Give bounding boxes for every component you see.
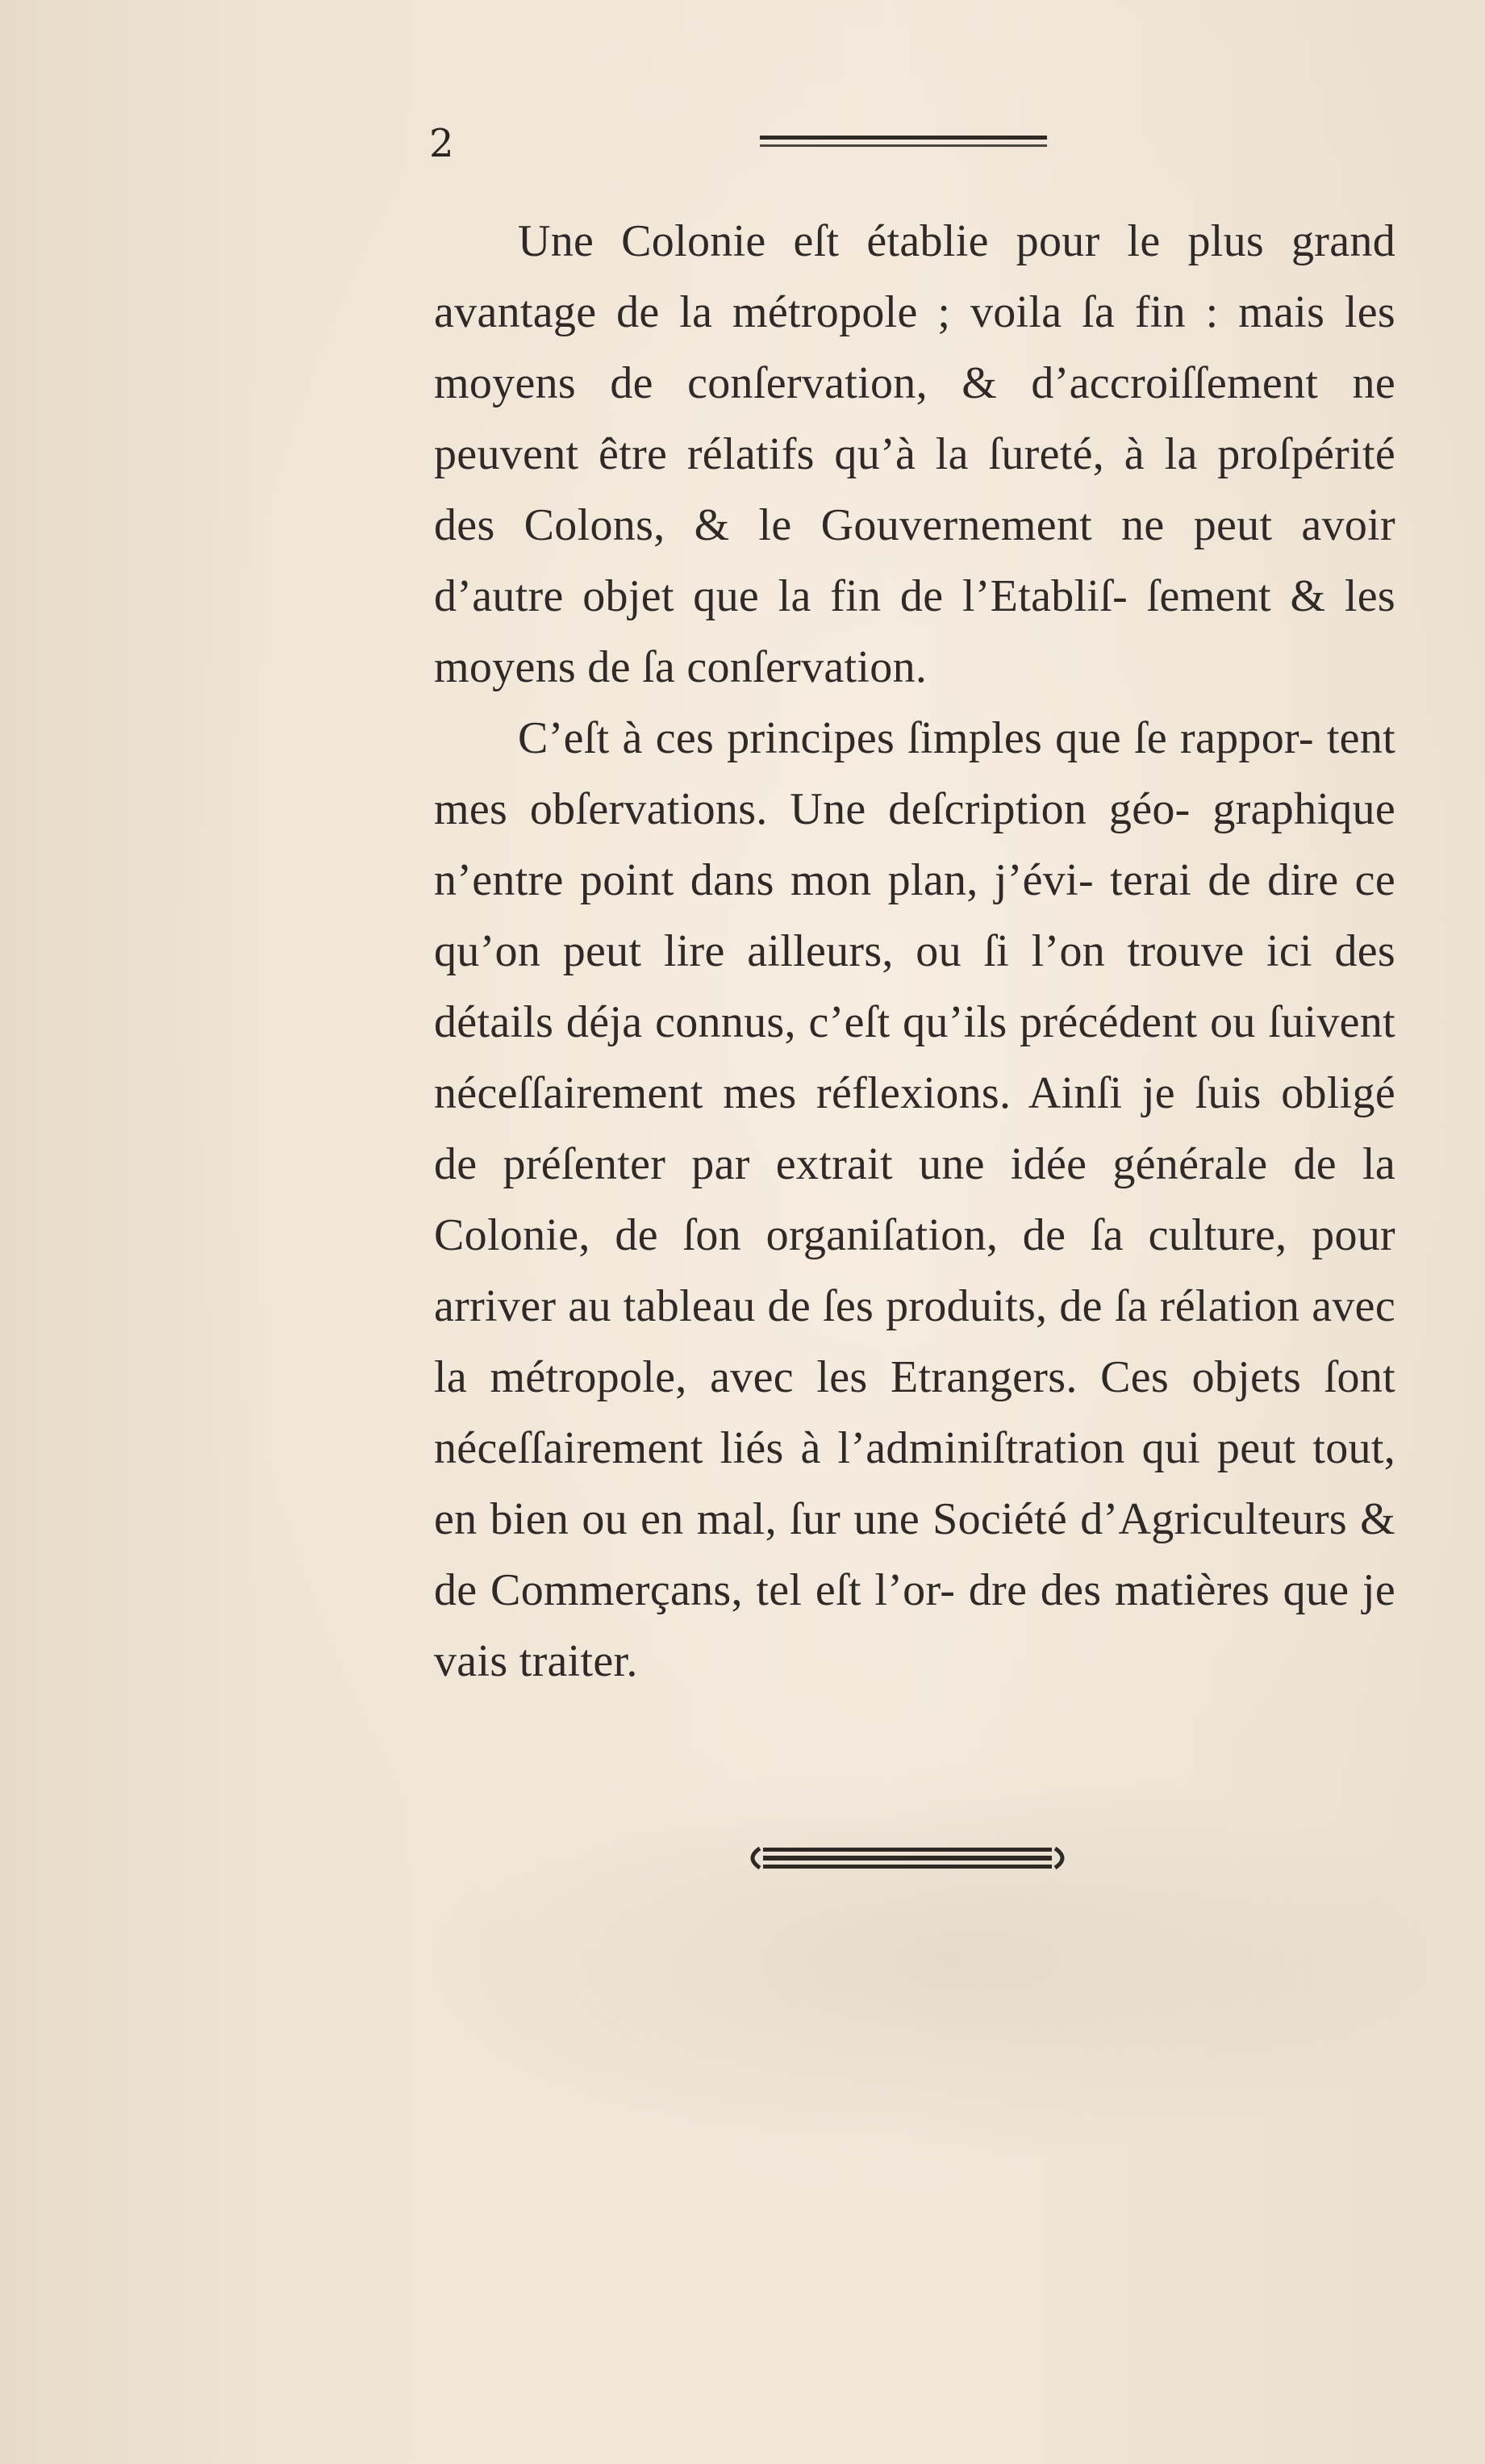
end-ornament-icon — [742, 1840, 1073, 1877]
header-rule-bar — [760, 144, 1047, 147]
page-number: 2 — [429, 121, 454, 166]
header-rule — [760, 136, 1047, 152]
text-block — [434, 206, 1395, 1697]
show-through-shadow — [419, 1759, 1468, 2162]
paragraph-1: Une Colonie eſt établie pour le plus grand avantage de la métropole ; voila ſa fin : mais les moyens de conſervation, & d’accroiſſement ne peuvent être rélatifs qu’à la ſureté, à la proſpérité des Colons, & le Gouvernement ne peut avoir d’autre objet que la fin de l’Etabliſ- ſement & les moyens de ſa conſervation. — [434, 216, 1395, 692]
header-rule-bar — [760, 136, 1047, 140]
paragraph-2: C’eſt à ces principes ſimples que ſe rappor- tent mes obſervations. Une deſcription géo- graphique n’entre point dans mon plan, j’évi- terai de dire ce qu’on peut lire ailleurs, ou ſi l’on trouve ici des détails déja connus, c’eſt qu’ils précédent ou ſuivent néceſſairement mes réflexions. Ainſi je ſuis obligé de préſenter par extrait une idée générale de la Colonie, de ſon organiſation, de ſa culture, pour arriver au tableau de ſes produits, de ſa rélation avec la métropole, avec les Etrangers. Ces objets ſont néceſſairement liés à l’adminiſtration qui peut tout, en bien ou en mal, ſur une Société d’Agriculteurs & de Commerçans, tel eſt l’or- dre des matières que je vais traiter. — [434, 713, 1395, 1686]
